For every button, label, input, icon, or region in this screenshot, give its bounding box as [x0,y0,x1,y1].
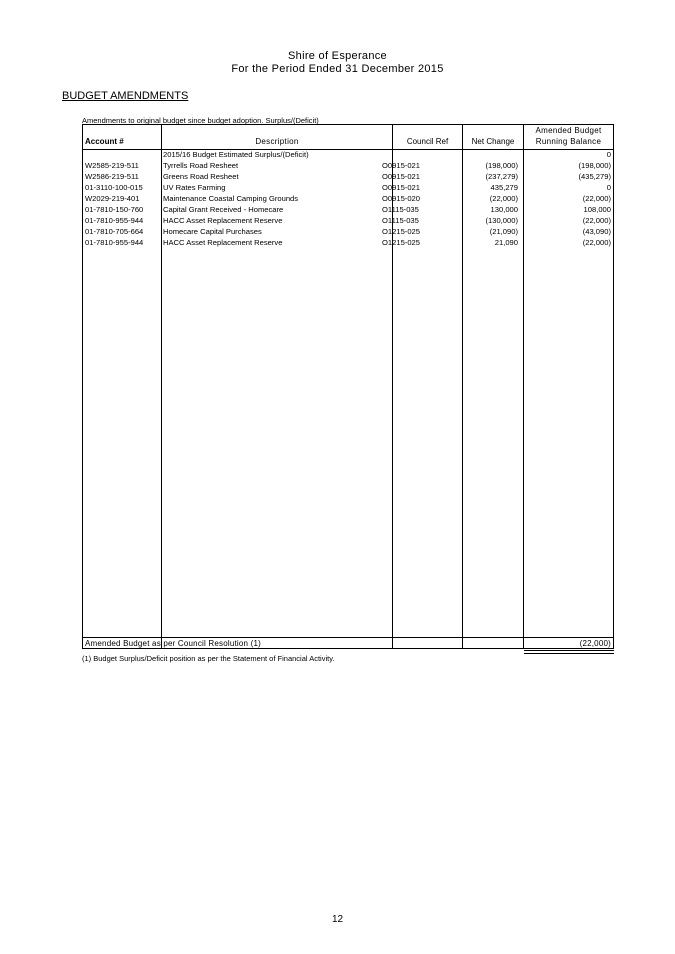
cell-account: 01-7810-955-944 [85,238,144,247]
cell-description: UV Rates Farming [163,183,226,192]
cell-net-change: (130,000) [485,216,518,225]
cell-council-ref: O1215-025 [382,238,420,247]
header-account: Account # [85,137,124,146]
cell-description: Capital Grant Received - Homecare [163,205,284,214]
cell-council-ref: O0915-021 [382,172,420,181]
table-row [83,149,613,160]
cell-description: Greens Road Resheet [163,172,239,181]
cell-running-balance: 0 [606,183,611,192]
cell-running-balance: (435,279) [578,172,611,181]
cell-running-balance: (198,000) [578,161,611,170]
table-row [83,204,613,215]
header-amended-budget: Amended Budget [535,126,602,135]
footer-label: Amended Budget as per Council Resolution (1) [85,639,262,648]
cell-account: 01-7810-150-760 [85,205,144,214]
cell-description: HACC Asset Replacement Reserve [163,216,283,225]
table-row [83,237,613,248]
total-double-underline [524,650,614,654]
cell-net-change: 435,279 [490,183,518,192]
cell-running-balance: (22,000) [582,194,611,203]
intro-text: Amendments to original budget since budget adoption. Surplus/(Deficit) [82,116,319,125]
cell-account: W2029-219-401 [85,194,140,203]
header-council-ref: Council Ref [406,137,449,146]
cell-net-change: 21,090 [494,238,518,247]
cell-net-change: (198,000) [485,161,518,170]
cell-description: 2015/16 Budget Estimated Surplus/(Deficit) [163,150,309,159]
table-row [83,182,613,193]
cell-running-balance: 108,000 [583,205,611,214]
cell-account: 01-7810-705-664 [85,227,144,236]
table-row [83,226,613,237]
cell-net-change: (21,090) [489,227,518,236]
cell-description: Maintenance Coastal Camping Grounds [163,194,299,203]
cell-net-change: (237,279) [485,172,518,181]
cell-council-ref: O1115-035 [382,216,419,225]
page-number: 12 [331,914,344,925]
table-row [83,215,613,226]
header-running-balance: Running Balance [535,137,602,146]
period-title: For the Period Ended 31 December 2015 [231,63,444,75]
cell-running-balance: (43,090) [582,227,611,236]
cell-running-balance: (22,000) [582,238,611,247]
budget-amendments-table [82,124,614,649]
header-net-change: Net Change [471,137,515,146]
table-row [83,193,613,204]
footer-divider [83,637,613,638]
cell-council-ref: O0915-021 [382,161,420,170]
table-row [83,160,613,171]
header-description: Description [255,137,299,146]
table-row [83,171,613,182]
cell-running-balance: (22,000) [582,216,611,225]
cell-council-ref: O1215-025 [382,227,420,236]
cell-description: Tyrrells Road Resheet [163,161,239,170]
cell-account: W2585-219-511 [85,161,139,170]
cell-council-ref: O0915-021 [382,183,420,192]
cell-council-ref: O0915-020 [382,194,420,203]
cell-net-change: (22,000) [489,194,518,203]
cell-net-change: 130,000 [490,205,518,214]
section-title: BUDGET AMENDMENTS [62,90,189,102]
cell-description: HACC Asset Replacement Reserve [163,238,283,247]
cell-account: 01-7810-955-944 [85,216,144,225]
footnote: (1) Budget Surplus/Deficit position as per the Statement of Financial Activity. [82,654,335,663]
footer-total: (22,000) [579,639,611,648]
organisation-title: Shire of Esperance [288,50,387,62]
cell-running-balance: 0 [606,150,611,159]
cell-account: W2586-219-511 [85,172,139,181]
cell-description: Homecare Capital Purchases [163,227,262,236]
cell-council-ref: O1115-035 [382,205,419,214]
cell-account: 01-3110-100-015 [85,183,143,192]
